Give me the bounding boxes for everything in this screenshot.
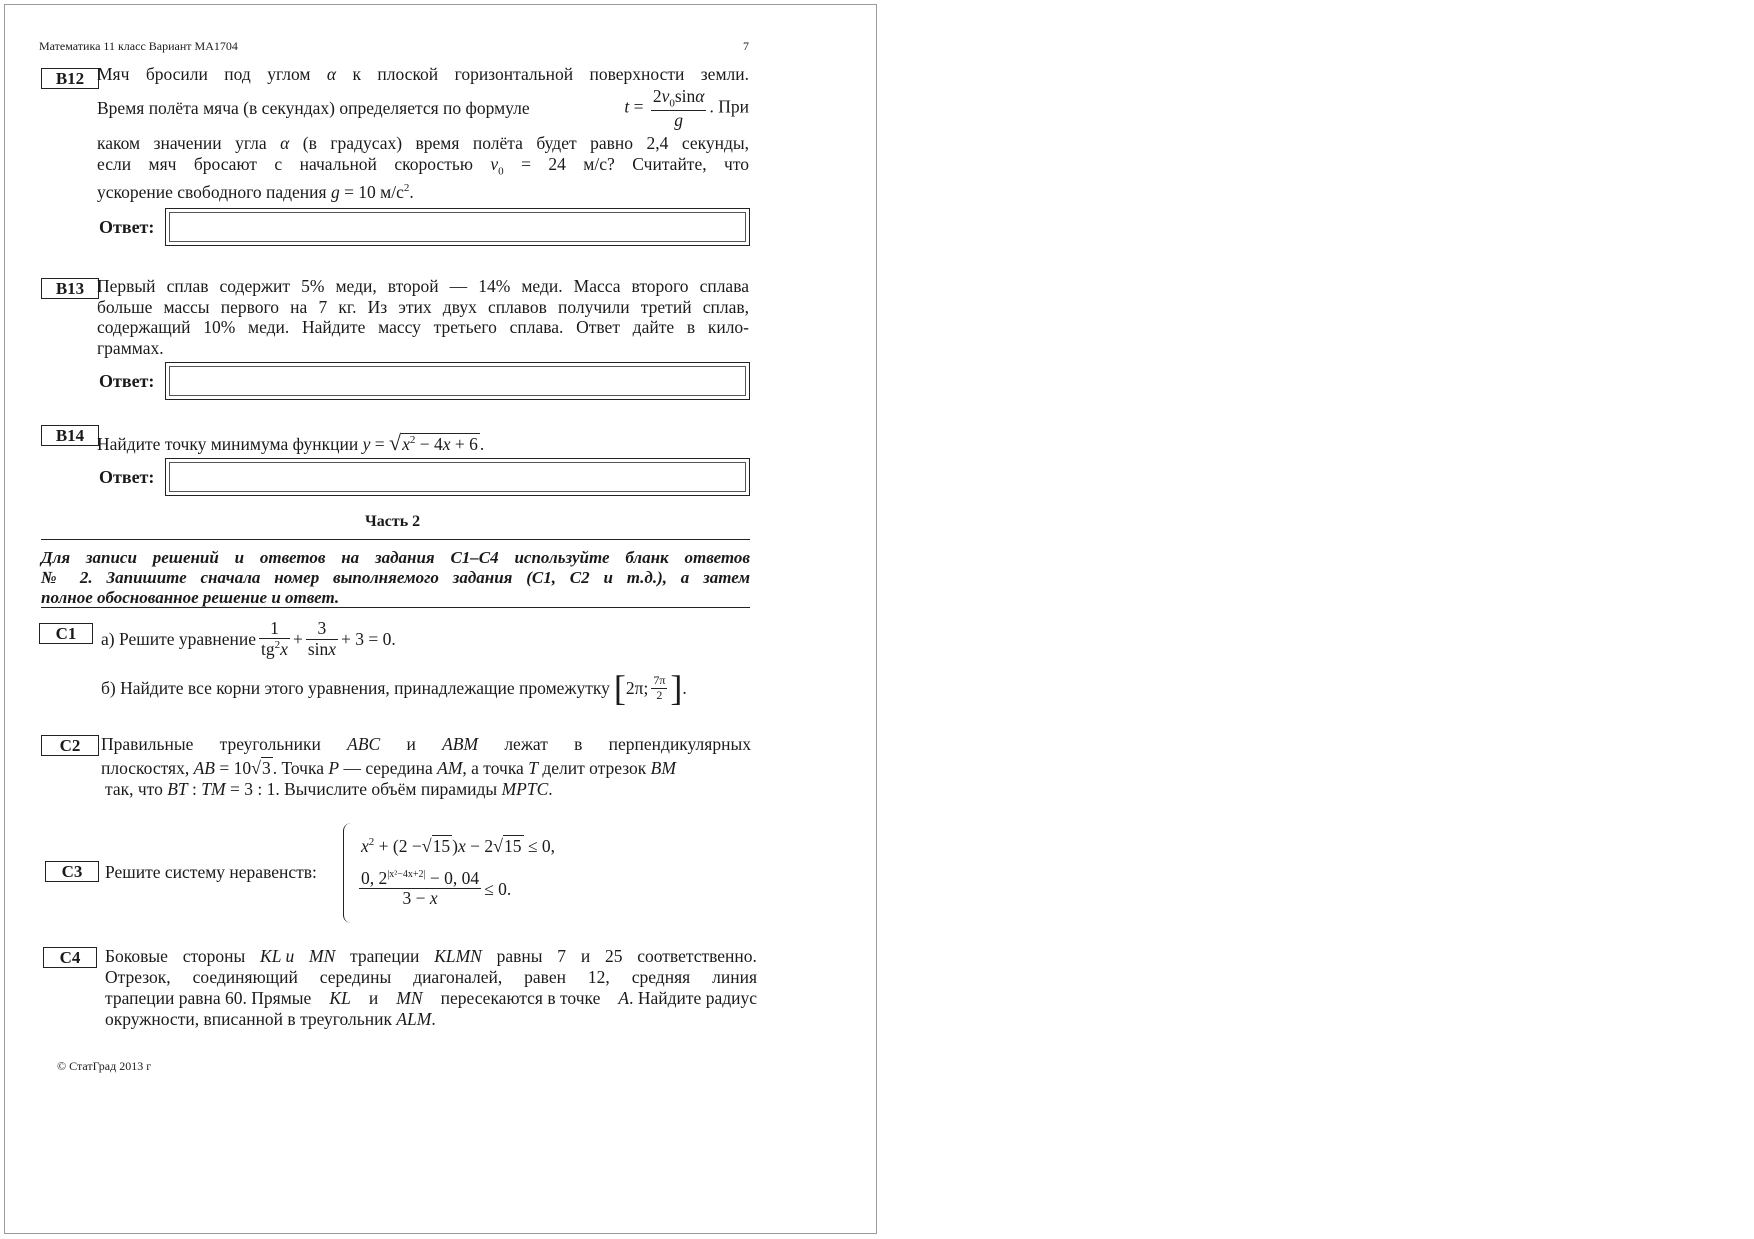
part2-instructions-2: № 2. Запишите сначала номер выполняемого задания (С1, С2 и т.д.), а затем — [41, 568, 750, 587]
task-label-c2: C2 — [41, 735, 99, 756]
b13-line-3: содержащий 10% меди. Найдите массу третьего сплава. Ответ дайте в кило- — [97, 317, 749, 337]
c4-line-4: окружности, вписанной в треугольник ALM. — [105, 1009, 436, 1029]
c3-inequality-1: $x^2 + (2 -√15$ )x − 2√15 ≤ 0, — [361, 835, 555, 856]
b13-answer-label: Ответ: — [99, 371, 155, 391]
b12-line-4: если мяч бросают с начальной скоростью $v_0 = 24$ м/с? Считайте, что — [97, 154, 750, 178]
task-label-b14: B14 — [41, 425, 99, 446]
c1-part-a: а) Решите уравнение $\frac{1}{tg^2x}$ + $\frac{3}{\sin x}$ + 3 = 0. — [101, 618, 396, 660]
header-title: Математика 11 класс Вариант МА1704 — [39, 39, 238, 53]
b12-line-5: ускорение свободного падения g = 10 $м/с^2$. — [97, 181, 414, 202]
b13-line-4: граммах. — [97, 338, 164, 358]
b14-answer-label: Ответ: — [99, 467, 155, 487]
b12-line-1: Мяч бросили под углом α к плоской горизонтальной поверхности земли. — [97, 64, 749, 84]
c3-text: Решите систему неравенств: — [105, 862, 317, 882]
c3-system-brace — [343, 823, 352, 923]
footer-copyright: © СтатГрад 2013 г — [57, 1059, 152, 1073]
c2-line-1: Правильные треугольники ABC и ABM лежат в перпендикулярных — [101, 734, 751, 754]
part2-title: Часть 2 — [365, 513, 421, 530]
b12-line-3: каком значении угла α (в градусах) время полёта будет равно 2,4 секунды, — [97, 133, 749, 153]
c3-inequality-2: $\frac{0, 2^{|x^2-4x+2|} - 0, 04}{3 - x}$ ≤ 0. — [361, 868, 512, 909]
b13-line-1: Первый сплав содержит 5% меди, второй — 14% меди. Масса второго сплава — [97, 276, 749, 296]
b12-formula: $\frac{2v_0\sin\alpha}{g}$ — [652, 86, 705, 130]
b12-answer-label: Ответ: — [99, 217, 155, 237]
part2-instructions-3: полное обоснованное решение и ответ. — [41, 588, 340, 607]
b13-answer-field[interactable] — [165, 362, 750, 400]
page-number: 7 — [743, 39, 749, 53]
task-label-b12: B12 — [41, 68, 99, 89]
part2-instructions-1: Для записи решений и ответов на задания С1–С4 используйте бланк ответов — [41, 548, 750, 567]
c2-line-2: плоскостях, AB = 10√3 . Точка P — середина AM, а точка T делит отрезок BM — [101, 758, 676, 778]
b14-text: Найдите точку минимума функции $y = √x^2 - 4x + 6$ . — [97, 429, 485, 455]
c4-line-1: Боковые стороны KL и MN трапеции KLMN равны 7 и 25 соответственно. — [105, 946, 757, 966]
c4-line-3: трапеции равна 60. Прямые KL и MN пересекаются в точке A. Найдите радиус — [105, 988, 757, 1008]
task-label-c4: C4 — [43, 947, 97, 968]
c1-part-b: б) Найдите все корни этого уравнения, принадлежащие промежутку [ 2π; $\frac{7\pi}{2}$ ] . — [101, 668, 687, 708]
part2-top-rule — [41, 539, 750, 540]
task-label-b13: B13 — [41, 278, 99, 299]
b12-line-2: Время полёта мяча (в секундах) определяется по формуле t = $\frac{2v_0\sin\alpha}{g}$ . При — [97, 86, 749, 130]
c2-line-3: так, что BT : TM = 3 : 1. Вычислите объём пирамиды MPTC. — [105, 779, 553, 799]
exam-page — [4, 4, 877, 1234]
b13-line-2: больше массы первого на 7 кг. Из этих двух сплавов получили третий сплав, — [97, 297, 749, 317]
task-label-c1: C1 — [39, 623, 93, 644]
b14-answer-field[interactable] — [165, 458, 750, 496]
part2-bottom-rule — [41, 607, 750, 608]
c4-line-2: Отрезок, соединяющий середины диагоналей, равен 12, средняя линия — [105, 967, 757, 987]
task-label-c3: C3 — [45, 861, 99, 882]
b12-answer-field[interactable] — [165, 208, 750, 246]
